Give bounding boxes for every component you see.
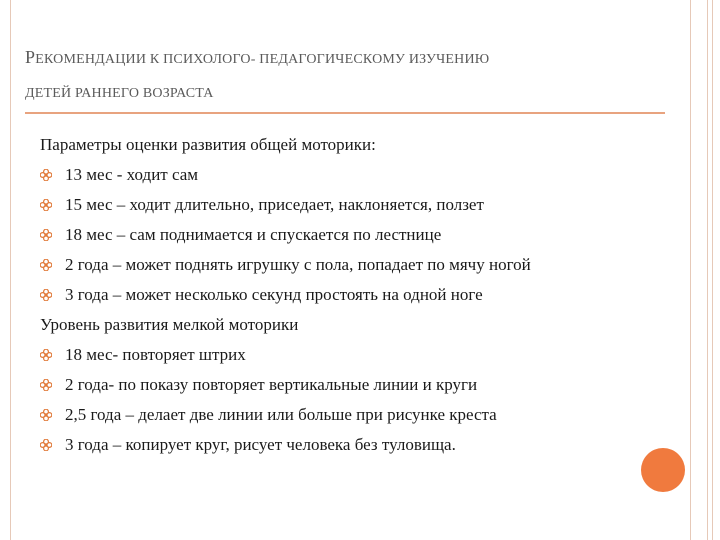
- list-item: [40, 370, 650, 400]
- flower-bullet-icon: [40, 259, 52, 271]
- decorative-circle: [641, 448, 685, 492]
- list-item-text: 3 года – копирует круг, рисует человека без туловища.: [65, 435, 456, 454]
- gross-motor-list: [40, 160, 650, 310]
- list-item-text: 18 мес – сам поднимается и спускается по лестнице: [65, 225, 442, 244]
- flower-bullet-icon: [40, 229, 52, 241]
- list-item: [40, 430, 650, 460]
- list-item-text: 2 года – может поднять игрушку с пола, попадает по мячу ногой: [65, 255, 531, 274]
- title-line-2: ДЕТЕЙ РАННЕГО ВОЗРАСТА: [25, 86, 214, 101]
- list-item-text: 13 мес - ходит сам: [65, 165, 199, 184]
- list-item: [40, 190, 650, 220]
- list-item: [40, 250, 650, 280]
- slide-content: [40, 130, 650, 460]
- list-item: [40, 220, 650, 250]
- title-divider: [25, 112, 665, 114]
- list-item: [40, 160, 650, 190]
- list-item: [40, 280, 650, 310]
- section-heading-gross-motor: Параметры оценки развития общей моторики:: [40, 135, 376, 154]
- slide-title: [25, 40, 625, 111]
- list-item-text: 2 года- по показу повторяет вертикальные линии и круги: [65, 375, 478, 394]
- title-initial-cap: Р: [25, 47, 36, 67]
- flower-bullet-icon: [40, 169, 52, 181]
- list-item-text: 2,5 года – делает две линии или больше при рисунке креста: [65, 405, 497, 424]
- flower-bullet-icon: [40, 439, 52, 451]
- right-frame-border-inner: [700, 0, 713, 540]
- title-line-1: [25, 40, 625, 77]
- flower-bullet-icon: [40, 379, 52, 391]
- title-line-1-text: ЕКОМЕНДАЦИИ К ПСИХОЛОГО- ПЕДАГОГИЧЕСКОМУ ИЗУЧЕНИЮ: [35, 52, 490, 67]
- list-item-text: 18 мес- повторяет штрих: [65, 345, 246, 364]
- section-heading-fine-motor: Уровень развития мелкой моторики: [40, 315, 299, 334]
- list-item-text: 3 года – может несколько секунд простоять на одной ноге: [65, 285, 483, 304]
- list-item: [40, 400, 650, 430]
- flower-bullet-icon: [40, 349, 52, 361]
- flower-bullet-icon: [40, 409, 52, 421]
- list-item-text: 15 мес – ходит длительно, приседает, наклоняется, ползет: [65, 195, 484, 214]
- left-frame-border: [0, 0, 11, 540]
- flower-bullet-icon: [40, 199, 52, 211]
- fine-motor-list: [40, 340, 650, 460]
- list-item: [40, 340, 650, 370]
- flower-bullet-icon: [40, 289, 52, 301]
